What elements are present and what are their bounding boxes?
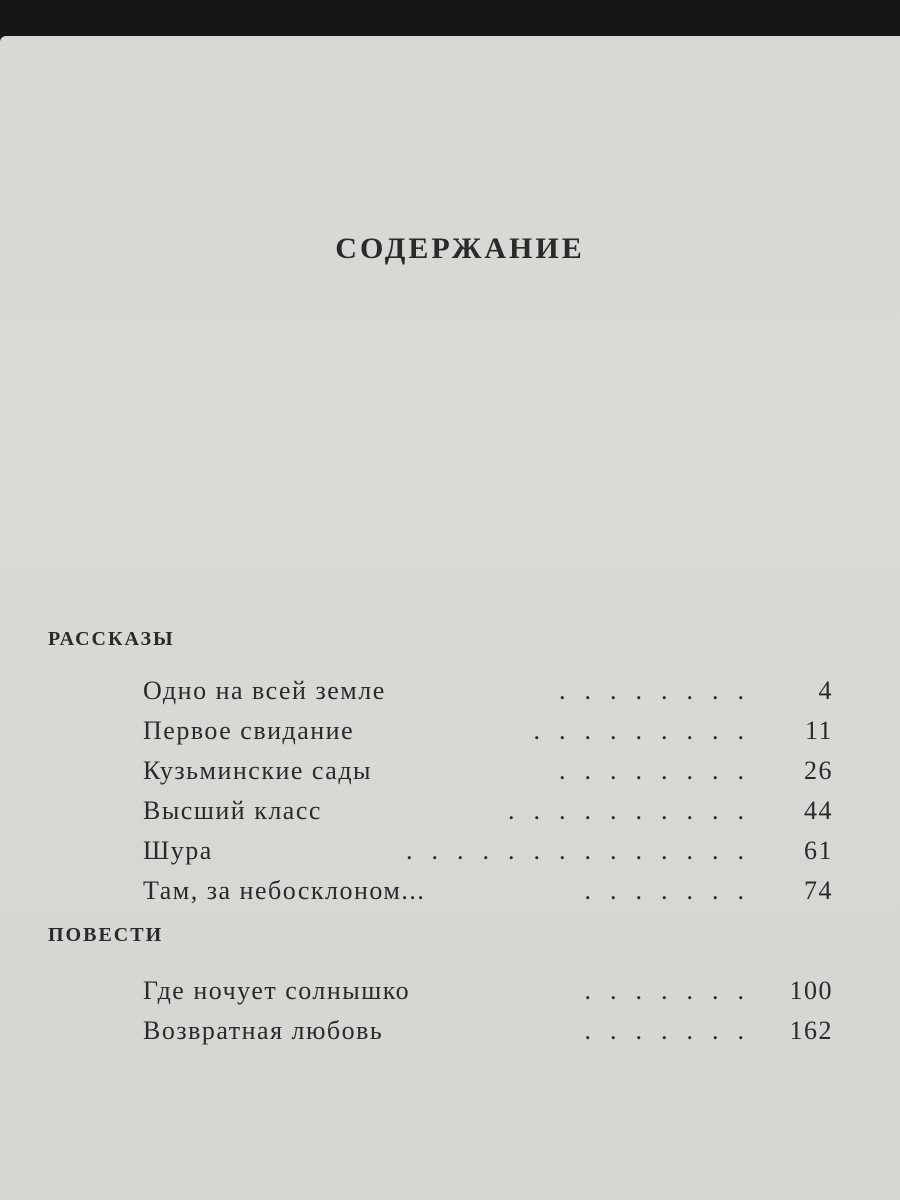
toc-entry <box>143 796 833 832</box>
toc-entry-page: 100 <box>789 976 833 1005</box>
page-title: СОДЕРЖАНИЕ <box>335 232 585 265</box>
toc-entry-page: 74 <box>804 876 833 905</box>
toc-entry-page: 26 <box>804 756 833 785</box>
toc-entry <box>143 836 833 872</box>
toc-entry-page: 44 <box>804 796 833 825</box>
toc-entry <box>143 976 833 1012</box>
section-heading-stories: РАССКАЗЫ <box>48 628 175 650</box>
toc-entry-title: Где ночует солнышко <box>143 976 411 1005</box>
section-heading-novellas: ПОВЕСТИ <box>48 924 164 946</box>
toc-entry <box>143 716 833 752</box>
leader-dots: .............. <box>406 836 763 865</box>
top-dark-edge <box>0 0 900 40</box>
toc-entry-title: Возвратная любовь <box>143 1016 384 1045</box>
toc-entry-title: Первое свидание <box>143 716 355 745</box>
toc-entry-page: 4 <box>818 676 833 705</box>
toc-entry-title: Кузьминские сады <box>143 756 373 785</box>
leader-dots: ....... <box>584 1016 763 1045</box>
toc-entry-title: Там, за небосклоном... <box>143 876 426 905</box>
leader-dots: ........ <box>559 756 763 785</box>
toc-entry <box>143 876 833 912</box>
leader-dots: ....... <box>584 976 763 1005</box>
leader-dots: ......... <box>533 716 763 745</box>
toc-entry-title: Шура <box>143 836 213 865</box>
toc-entry <box>143 676 833 712</box>
book-page <box>0 36 900 1200</box>
toc-entry-title: Одно на всей земле <box>143 676 386 705</box>
leader-dots: ....... <box>584 876 763 905</box>
leader-dots: ........ <box>559 676 763 705</box>
toc-entry <box>143 1016 833 1052</box>
toc-entry-title: Высший класс <box>143 796 322 825</box>
toc-entry <box>143 756 833 792</box>
toc-entry-page: 11 <box>804 716 833 745</box>
toc-entry-page: 61 <box>804 836 833 865</box>
toc-entry-page: 162 <box>789 1016 833 1045</box>
leader-dots: .......... <box>508 796 763 825</box>
